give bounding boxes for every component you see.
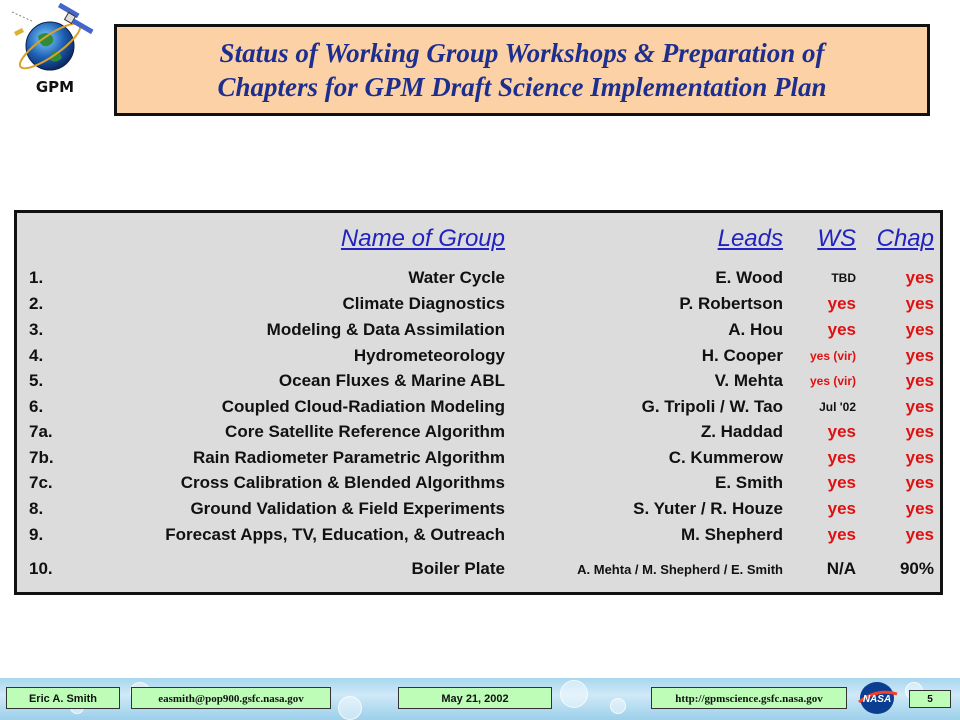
group-name: Hydrometeorology	[353, 346, 505, 365]
table-row	[17, 525, 940, 549]
table-row	[17, 422, 940, 446]
bubble-decoration	[560, 680, 588, 708]
footer-url[interactable]: http://gpmscience.gsfc.nasa.gov	[651, 687, 847, 709]
chap-status: yes	[905, 473, 934, 492]
row-number: 10.	[29, 559, 53, 578]
table-header	[17, 225, 940, 252]
row-number: 7b.	[29, 448, 54, 467]
title-line-2: Chapters for GPM Draft Science Implementation Plan	[217, 72, 827, 102]
table-row	[17, 294, 940, 318]
group-leads: C. Kummerow	[668, 448, 783, 467]
ws-status: yes (vir)	[809, 374, 856, 388]
group-name: Coupled Cloud-Radiation Modeling	[221, 397, 505, 416]
header-name-of-group: Name of Group	[340, 225, 505, 252]
table-row	[17, 473, 940, 497]
title-box	[114, 24, 930, 116]
chap-status: yes	[905, 294, 934, 313]
group-name: Ground Validation & Field Experiments	[190, 499, 505, 518]
row-number: 2.	[29, 294, 44, 313]
ws-status: yes	[827, 525, 856, 544]
chap-status: yes	[905, 371, 934, 390]
working-group-table	[14, 210, 943, 595]
group-name: Core Satellite Reference Algorithm	[225, 422, 505, 441]
row-number: 4.	[29, 346, 44, 365]
chap-status: yes	[905, 397, 934, 416]
group-leads: Z. Haddad	[700, 422, 783, 441]
nasa-logo-text: NASA	[862, 694, 892, 705]
group-leads: G. Tripoli / W. Tao	[641, 397, 783, 416]
chap-status: yes	[905, 525, 934, 544]
chap-status: yes	[905, 346, 934, 365]
row-number: 7c.	[29, 473, 53, 492]
table-row	[17, 397, 940, 421]
chap-status: yes	[905, 448, 934, 467]
row-number: 8.	[29, 499, 44, 518]
group-name: Modeling & Data Assimilation	[266, 320, 505, 339]
table-row	[17, 371, 940, 395]
ws-status: yes	[827, 499, 856, 518]
chap-status: 90%	[899, 559, 934, 578]
table-row	[17, 559, 940, 583]
ws-status: yes	[827, 448, 856, 467]
table-row	[17, 499, 940, 523]
row-number: 3.	[29, 320, 44, 339]
chap-status: yes	[905, 499, 934, 518]
ws-status: Jul '02	[819, 400, 856, 414]
row-number: 6.	[29, 397, 44, 416]
footer-author: Eric A. Smith	[6, 687, 120, 709]
group-leads: P. Robertson	[679, 294, 783, 313]
footer-page-number: 5	[909, 690, 951, 708]
group-name: Climate Diagnostics	[342, 294, 505, 313]
globe-satellite-icon	[4, 2, 108, 82]
header-ws: WS	[817, 225, 856, 252]
title-line-1: Status of Working Group Workshops & Preparation of	[219, 38, 825, 68]
header-leads: Leads	[717, 225, 783, 252]
nasa-logo-icon	[855, 680, 899, 716]
table-row	[17, 346, 940, 370]
table-row	[17, 448, 940, 472]
group-leads: A. Mehta / M. Shepherd / E. Smith	[577, 562, 783, 577]
ws-status: yes	[827, 473, 856, 492]
table-row	[17, 268, 940, 292]
ws-status: N/A	[826, 559, 856, 578]
group-leads: H. Cooper	[701, 346, 783, 365]
chap-status: yes	[905, 320, 934, 339]
row-number: 5.	[29, 371, 44, 390]
footer-date: May 21, 2002	[398, 687, 552, 709]
bubble-decoration	[610, 698, 626, 714]
logo-text: GPM	[35, 78, 75, 96]
ws-status: yes	[827, 320, 856, 339]
row-number: 7a.	[29, 422, 53, 441]
chap-status: yes	[905, 268, 934, 287]
group-leads: E. Smith	[714, 473, 783, 492]
bubble-decoration	[338, 696, 362, 720]
row-number: 1.	[29, 268, 44, 287]
group-name: Water Cycle	[408, 268, 505, 287]
row-number: 9.	[29, 525, 44, 544]
group-leads: V. Mehta	[714, 371, 783, 390]
group-leads: A. Hou	[728, 320, 783, 339]
chap-status: yes	[905, 422, 934, 441]
group-name: Cross Calibration & Blended Algorithms	[180, 473, 505, 492]
header-chap: Chap	[876, 225, 934, 252]
footer-email[interactable]: easmith@pop900.gsfc.nasa.gov	[131, 687, 331, 709]
group-leads: M. Shepherd	[680, 525, 783, 544]
ws-status: TBD	[831, 271, 856, 285]
group-name: Ocean Fluxes & Marine ABL	[278, 371, 505, 390]
group-leads: S. Yuter / R. Houze	[633, 499, 783, 518]
ws-status: yes (vir)	[809, 349, 856, 363]
group-name: Forecast Apps, TV, Education, & Outreach	[165, 525, 505, 544]
table-row	[17, 320, 940, 344]
group-leads: E. Wood	[715, 268, 783, 287]
group-name: Boiler Plate	[411, 559, 505, 578]
ws-status: yes	[827, 422, 856, 441]
gpm-logo	[4, 2, 108, 98]
group-name: Rain Radiometer Parametric Algorithm	[192, 448, 505, 467]
ws-status: yes	[827, 294, 856, 313]
